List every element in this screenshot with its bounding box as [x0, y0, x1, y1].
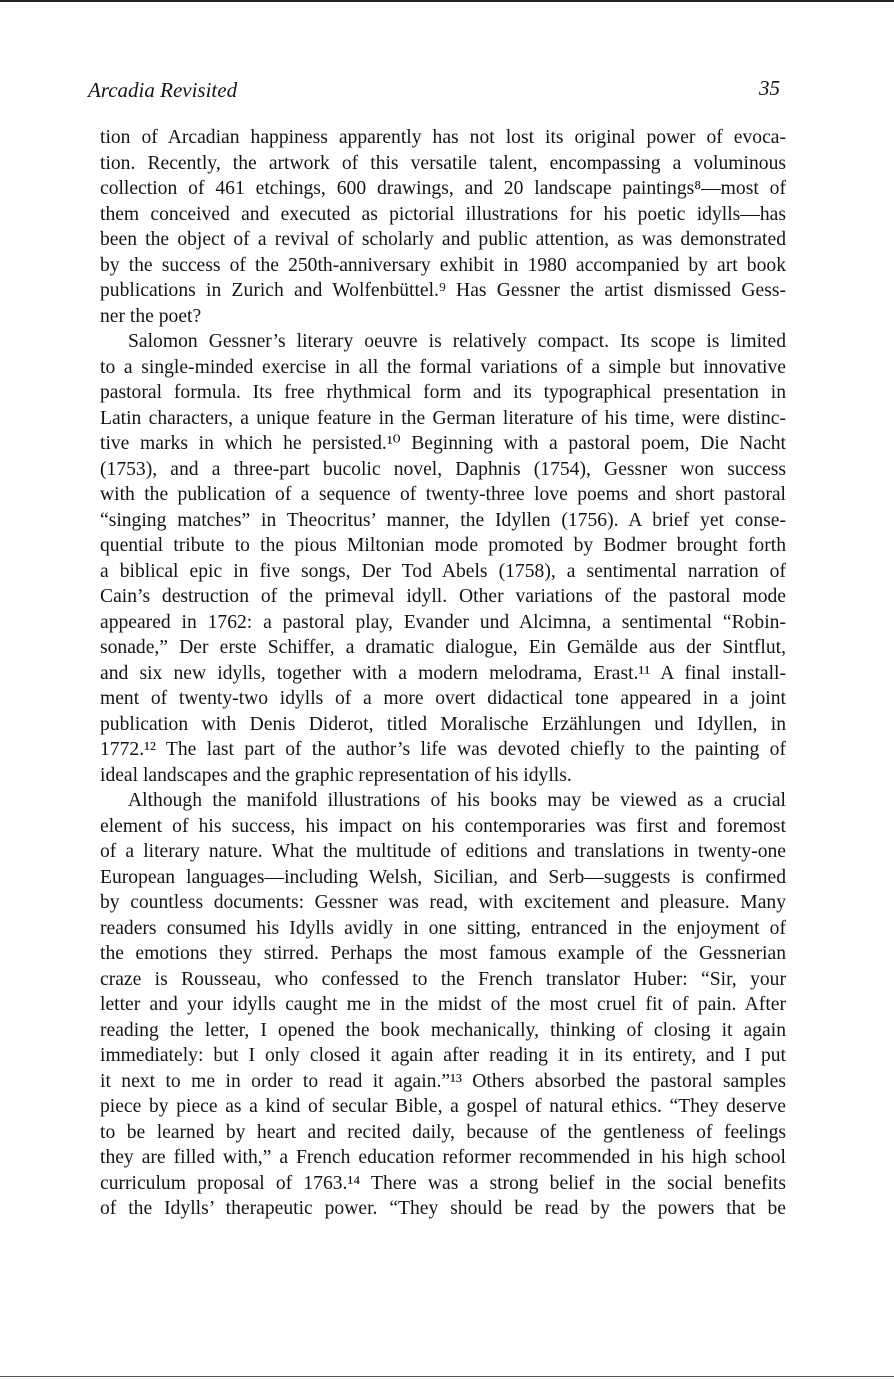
- text-line: readers consumed his Idylls avidly in one sitting, entranced in the enjoyment of: [100, 917, 786, 939]
- bottom-page-edge-rule: [0, 1376, 894, 1377]
- text-line: immediately: but I only closed it again after reading it in its entirety, and I put: [100, 1045, 786, 1066]
- page-number: 35: [759, 76, 780, 100]
- text-line: appeared in 1762: a pastoral play, Evander und Alcimna, a sentimental “Robin-: [100, 611, 786, 633]
- text-line: curriculum proposal of 1763.¹⁴ There was a strong belief in the social benefits: [100, 1172, 786, 1194]
- text-line: publication with Denis Diderot, titled Moralische Erzählungen und Idyllen, in: [100, 713, 786, 735]
- text-line: ment of twenty-two idylls of a more overt didactical tone appeared in a joint: [100, 688, 786, 709]
- text-line: Cain’s destruction of the primeval idyll. Other variations of the pastoral mode: [100, 586, 786, 607]
- paragraph-start-line: Although the manifold illustrations of his books may be viewed as a crucial: [128, 790, 786, 811]
- paragraph-start-line: Salomon Gessner’s literary oeuvre is relatively compact. Its scope is limited: [128, 331, 786, 352]
- text-line: craze is Rousseau, who confessed to the French translator Huber: “Sir, your: [100, 968, 786, 990]
- text-line: it next to me in order to read it again.”¹³ Others absorbed the pastoral samples: [100, 1070, 786, 1092]
- text-line: the emotions they stirred. Perhaps the most famous example of the Gessnerian: [100, 943, 786, 964]
- text-line: pastoral formula. Its free rhythmical form and its typographical presentation in: [100, 382, 786, 403]
- top-page-edge-rule: [0, 0, 894, 2]
- text-line: and six new idylls, together with a modern melodrama, Erast.¹¹ A final install-: [100, 662, 786, 684]
- text-line: tive marks in which he persisted.¹⁰ Beginning with a pastoral poem, Die Nacht: [100, 433, 786, 454]
- text-line: them conceived and executed as pictorial illustrations for his poetic idylls—has: [100, 203, 786, 225]
- text-line: tion. Recently, the artwork of this versatile talent, encompassing a voluminous: [100, 152, 786, 174]
- text-line: “singing matches” in Theocritus’ manner, the Idyllen (1756). A brief yet conse-: [100, 509, 786, 531]
- text-line: Latin characters, a unique feature in the German literature of his time, were distinc-: [100, 407, 786, 429]
- text-line: of a literary nature. What the multitude of editions and translations in twenty-one: [100, 841, 786, 862]
- running-head-title: Arcadia Revisited: [88, 78, 238, 102]
- text-line: a biblical epic in five songs, Der Tod Abels (1758), a sentimental narration of: [100, 560, 786, 582]
- text-line: to a single-minded exercise in all the formal variations of a simple but innovative: [100, 356, 786, 378]
- text-line: reading the letter, I opened the book mechanically, thinking of closing it again: [100, 1019, 786, 1041]
- text-line: (1753), and a three-part bucolic novel, Daphnis (1754), Gessner won success: [100, 458, 786, 480]
- text-line: they are filled with,” a French education reformer recommended in his high school: [100, 1147, 786, 1168]
- text-line: 1772.¹² The last part of the author’s life was devoted chiefly to the painting of: [100, 739, 786, 760]
- text-line: element of his success, his impact on his contemporaries was first and foremost: [100, 815, 786, 837]
- text-line: quential tribute to the pious Miltonian mode promoted by Bodmer brought forth: [100, 535, 786, 556]
- text-line: by the success of the 250th-anniversary exhibit in 1980 accompanied by art book: [100, 254, 786, 276]
- text-line: letter and your idylls caught me in the midst of the most cruel fit of pain. After: [100, 994, 786, 1015]
- text-line: piece by piece as a kind of secular Bible, a gospel of natural ethics. “They deserve: [100, 1096, 786, 1117]
- text-line: with the publication of a sequence of twenty-three love poems and short pastoral: [100, 484, 786, 505]
- text-line: tion of Arcadian happiness apparently has not lost its original power of evoca-: [100, 127, 786, 148]
- text-line: European languages—including Welsh, Sicilian, and Serb—suggests is confirmed: [100, 866, 786, 888]
- text-line: collection of 461 etchings, 600 drawings, and 20 landscape paintings⁸—most of: [100, 178, 786, 199]
- text-line: publications in Zurich and Wolfenbüttel.⁹ Has Gessner the artist dismissed Gess-: [100, 280, 786, 301]
- body-text: [100, 125, 786, 1222]
- text-line: ner the poet?: [100, 305, 202, 327]
- text-line: ideal landscapes and the graphic representation of his idylls.: [100, 764, 572, 786]
- text-line: sonade,” Der erste Schiffer, a dramatic dialogue, Ein Gemälde aus der Sintflut,: [100, 637, 786, 658]
- text-line: by countless documents: Gessner was read, with excitement and pleasure. Many: [100, 892, 786, 913]
- text-line: to be learned by heart and recited daily, because of the gentleness of feelings: [100, 1121, 786, 1143]
- text-line: of the Idylls’ therapeutic power. “They should be read by the powers that be: [100, 1198, 786, 1219]
- text-line: been the object of a revival of scholarly and public attention, as was demonstrated: [100, 229, 786, 250]
